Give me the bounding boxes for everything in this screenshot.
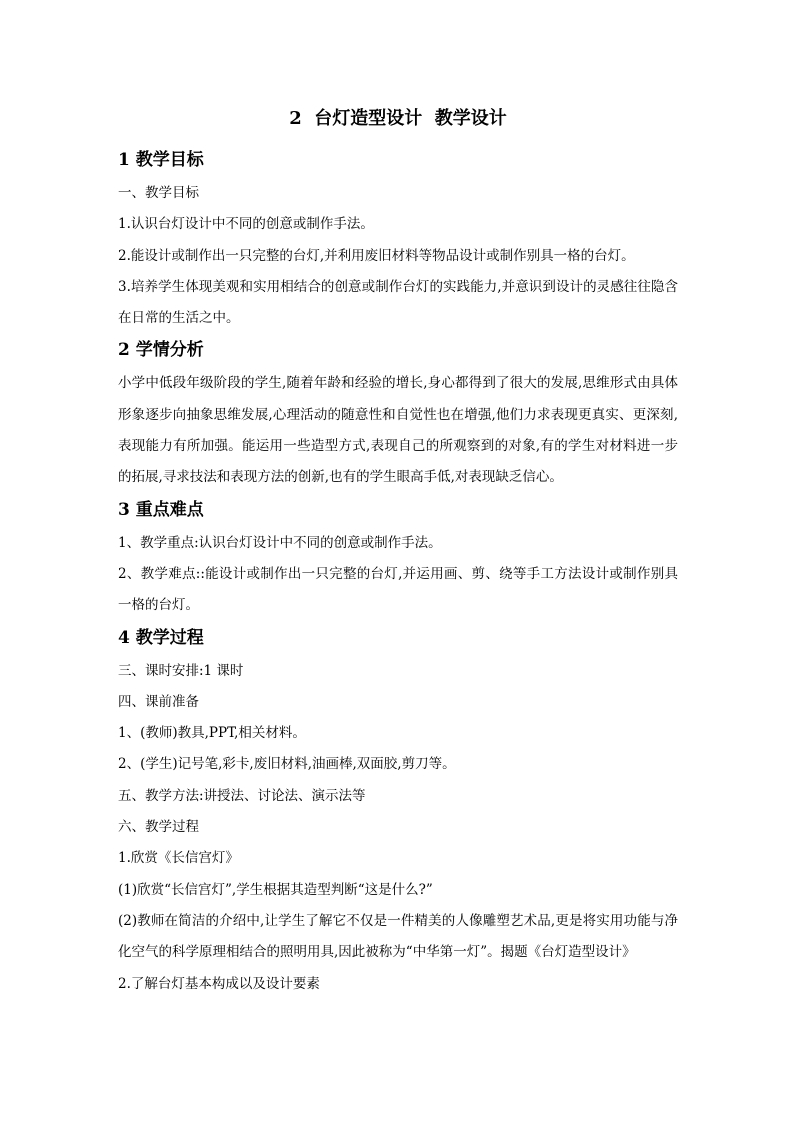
section-heading-key-points: 3 重点难点	[118, 499, 204, 520]
document-body	[118, 104, 678, 1000]
paragraph: 四、课前准备	[118, 693, 199, 710]
paragraph: 2、(学生)记号笔,彩卡,废旧材料,油画棒,双面胶,剪刀等。	[118, 756, 456, 773]
paragraph: 一、教学目标	[118, 185, 199, 201]
paragraph: 3.培养学生体现美观和实用相结合的创意或制作台灯的实践能力,并意识到设计的灵感往往隐含在日常的生活之中。	[118, 278, 678, 327]
document-title: 2 台灯造型设计 教学设计	[289, 108, 507, 129]
paragraph: 1、(教师)教具,PPT,相关材料。	[118, 725, 306, 742]
paragraph: (1)欣赏“长信宫灯”,学生根据其造型判断“这是什么?”	[118, 881, 433, 898]
section-heading-process: 4 教学过程	[118, 627, 204, 648]
paragraph: 1、教学重点:认识台灯设计中不同的创意或制作手法。	[118, 534, 442, 551]
paragraph: 六、教学过程	[118, 819, 199, 836]
section-heading-analysis: 2 学情分析	[118, 340, 204, 361]
paragraph: 2.能设计或制作出一只完整的台灯,并利用废旧材料等物品设计或制作别具一格的台灯。	[118, 247, 635, 264]
paragraph: 1.认识台灯设计中不同的创意或制作手法。	[118, 216, 374, 233]
paragraph: 小学中低段年级阶段的学生,随着年龄和经验的增长,身心都得到了很大的发展,思维形式由具体形象逐步向抽象思维发展,心理活动的随意性和自觉性也在增强,他们力求表现更真实、更深刻,表现能力有所加强。能运用一些造型方式,表现自己的所观察到的对象,有的学生对材料进一步的拓展,寻求技法和表现方法的创新,也有的学生眼高手低,对表现缺乏信心。	[118, 375, 678, 486]
paragraph: 三、课时安排:1 课时	[118, 662, 244, 679]
paragraph: 1.欣赏《长信宫灯》	[118, 850, 239, 867]
paragraph: 2、教学难点::能设计或制作出一只完整的台灯,并运用画、剪、绕等手工方法设计或制作别具一格的台灯。	[118, 565, 678, 614]
section-heading-objectives: 1 教学目标	[118, 150, 204, 170]
paragraph: 五、教学方法:讲授法、讨论法、演示法等	[118, 787, 366, 804]
paragraph: 2.了解台灯基本构成以及设计要素	[118, 975, 320, 992]
paragraph: (2)教师在简洁的介绍中,让学生了解它不仅是一件精美的人像雕塑艺术品,更是将实用功能与净化空气的科学原理相结合的照明用具,因此被称为“中华第一灯”。揭题《台灯造型设计》	[118, 912, 678, 961]
